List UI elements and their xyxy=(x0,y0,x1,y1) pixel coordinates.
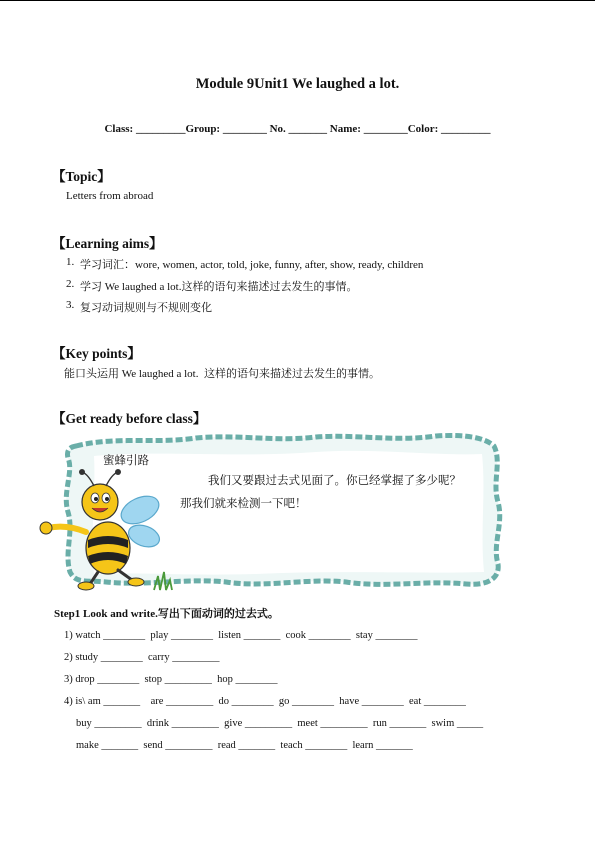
exercise-line: buy _________ drink _________ give _________ meet _________ run _______ swim _____ xyxy=(76,718,484,729)
bee-shoe xyxy=(128,578,144,586)
get-ready-heading: 【Get ready before class】 xyxy=(52,411,207,426)
aim-number: 1. xyxy=(66,256,75,268)
key-points-text: 能口头运用 We laughed a lot. 这样的语句来描述过去发生的事情。 xyxy=(64,368,380,380)
aim-text: 学习 We laughed a lot.这样的语句来描述过去发生的事情。 xyxy=(80,281,358,293)
exercise-line: 1) watch ________ play ________ listen _______ cook ________ stay ________ xyxy=(64,630,418,641)
banner-text-line: 那我们就来检测一下吧！ xyxy=(180,498,307,510)
aim-text: 学习词汇：wore, women, actor, told, joke, funny, after, show, ready, children xyxy=(80,259,424,271)
bee-pupil xyxy=(94,497,98,501)
aim-number: 2. xyxy=(66,278,75,290)
page-title: Module 9Unit1 We laughed a lot. xyxy=(195,76,400,92)
aim-text: 复习动词规则与不规则变化 xyxy=(80,302,212,314)
topic-heading: 【Topic】 xyxy=(52,169,111,184)
exercise-line: 4) is\ am _______ are _________ do ________ go ________ have ________ eat ________ xyxy=(64,696,466,707)
exercise-line: 2) study ________ carry _________ xyxy=(64,652,220,663)
bee-hand xyxy=(40,522,52,534)
class-info-line: Class: _________Group: ________ No. _______ Name: ________Color: _________ xyxy=(104,123,491,135)
aim-number: 3. xyxy=(66,299,75,311)
banner-title: 蜜蜂引路 xyxy=(103,455,149,467)
bee-shoe xyxy=(78,582,94,590)
banner-text-line: 我们又要跟过去式见面了。你已经掌握了多少呢？ xyxy=(208,475,461,487)
key-points-heading: 【Key points】 xyxy=(52,346,141,361)
step1-title: Step1 Look and write.写出下面动词的过去式。 xyxy=(54,608,279,620)
exercise-line: 3) drop ________ stop _________ hop ________ xyxy=(64,674,278,685)
top-border-line xyxy=(0,0,595,1)
bee-head-icon xyxy=(82,484,118,520)
bee-body-icon xyxy=(86,522,130,574)
learning-aims-heading: 【Learning aims】 xyxy=(52,236,163,251)
exercise-line: make _______ send _________ read _______ teach ________ learn _______ xyxy=(76,740,413,751)
topic-text: Letters from abroad xyxy=(66,190,154,202)
bee-pupil xyxy=(105,497,109,501)
bee-arm xyxy=(48,527,86,532)
